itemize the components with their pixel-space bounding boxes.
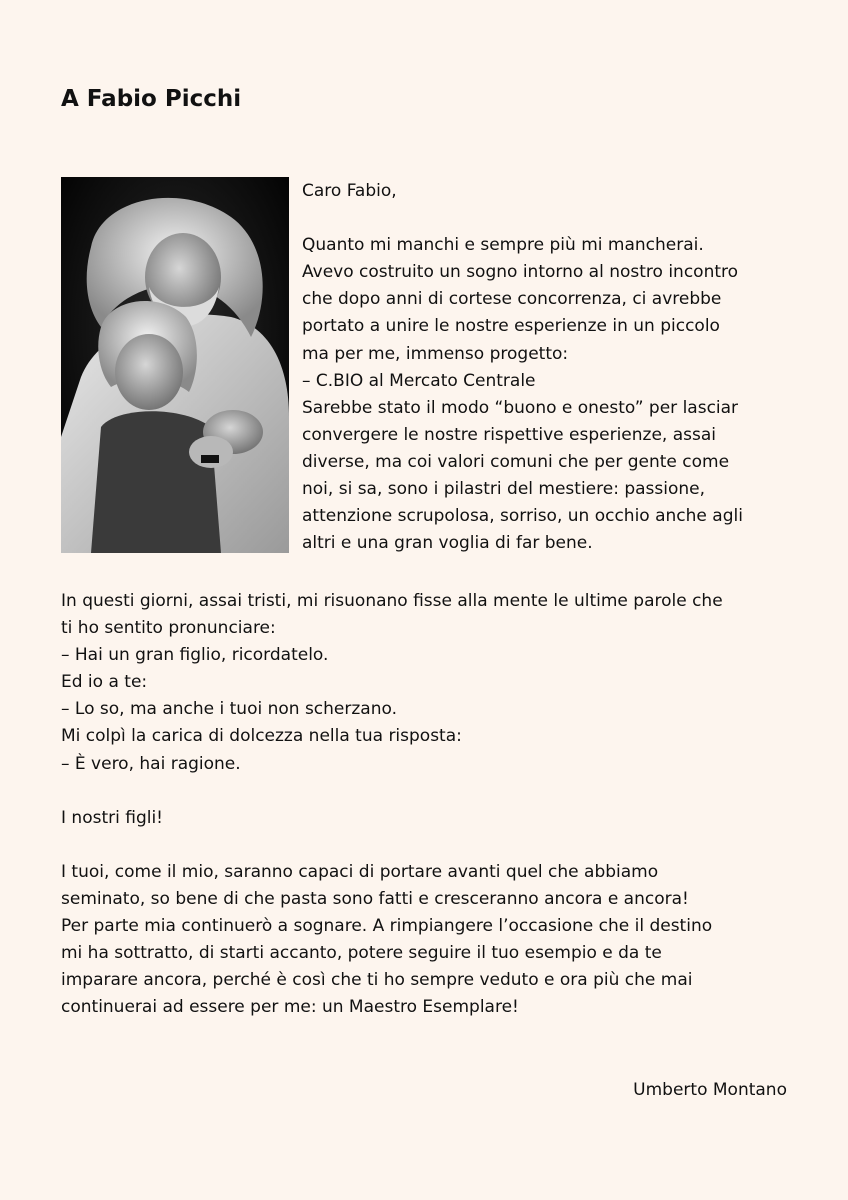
closing-paragraph bbox=[61, 859, 801, 1022]
intro-line: altri e una gran voglia di far bene. bbox=[302, 533, 593, 554]
main-text bbox=[61, 588, 801, 1022]
exclamation-line: I nostri figli! bbox=[61, 807, 163, 828]
intro-line: portato a unire le nostre esperienze in un piccolo bbox=[302, 316, 720, 337]
intro-line: Sarebbe stato il modo “buono e onesto” per lasciar bbox=[302, 397, 739, 418]
dialogue-line: Mi colpì la carica di dolcezza nella tua risposta: bbox=[61, 726, 462, 747]
intro-line: ma per me, immenso progetto: bbox=[302, 343, 569, 364]
signature: Umberto Montano bbox=[633, 1080, 787, 1100]
dialogue-line: In questi giorni, assai tristi, mi risuonano fisse alla mente le ultime parole che bbox=[61, 591, 723, 611]
closing-line: seminato, so bene di che pasta sono fatti e cresceranno ancora e ancora! bbox=[61, 889, 689, 910]
closing-line: Per parte mia continuerò a sognare. A rimpiangere l’occasione che il destino bbox=[61, 916, 713, 937]
intro-line: convergere le nostre rispettive esperienze, assai bbox=[302, 424, 716, 445]
intro-paragraph bbox=[302, 178, 802, 557]
closing-line: mi ha sottratto, di starti accanto, potere seguire il tuo esempio e da te bbox=[61, 943, 662, 964]
intro-line: diverse, ma coi valori comuni che per gente come bbox=[302, 451, 730, 472]
intro-line: – C.BIO al Mercato Centrale bbox=[302, 370, 536, 391]
dialogue-line: – Lo so, ma anche i tuoi non scherzano. bbox=[61, 699, 397, 720]
intro-line: noi, si sa, sono i pilastri del mestiere: passione, bbox=[302, 479, 706, 500]
closing-line: continuerai ad essere per me: un Maestro Esemplare! bbox=[61, 997, 519, 1018]
dialogue-line: – È vero, hai ragione. bbox=[61, 753, 241, 774]
page-title: A Fabio Picchi bbox=[61, 86, 242, 112]
closing-line: I tuoi, come il mio, saranno capaci di portare avanti quel che abbiamo bbox=[61, 861, 659, 882]
intro-line: Quanto mi manchi e sempre più mi mancherai. bbox=[302, 235, 704, 256]
portrait-illustration bbox=[61, 177, 289, 553]
intro-line: che dopo anni di cortese concorrenza, ci avrebbe bbox=[302, 289, 722, 310]
intro-line: attenzione scrupolosa, sorriso, un occhio anche agli bbox=[302, 506, 743, 527]
portrait-photo bbox=[61, 177, 289, 553]
dialogue-line: Ed io a te: bbox=[61, 672, 148, 693]
closing-line: imparare ancora, perché è così che ti ho sempre veduto e ora più che mai bbox=[61, 970, 693, 991]
dialogue-line: – Hai un gran figlio, ricordatelo. bbox=[61, 645, 329, 666]
intro-line: Avevo costruito un sogno intorno al nostro incontro bbox=[302, 262, 739, 283]
salutation: Caro Fabio, bbox=[302, 181, 397, 201]
dialogue-line: ti ho sentito pronunciare: bbox=[61, 618, 276, 639]
dialogue-paragraph bbox=[61, 588, 801, 778]
